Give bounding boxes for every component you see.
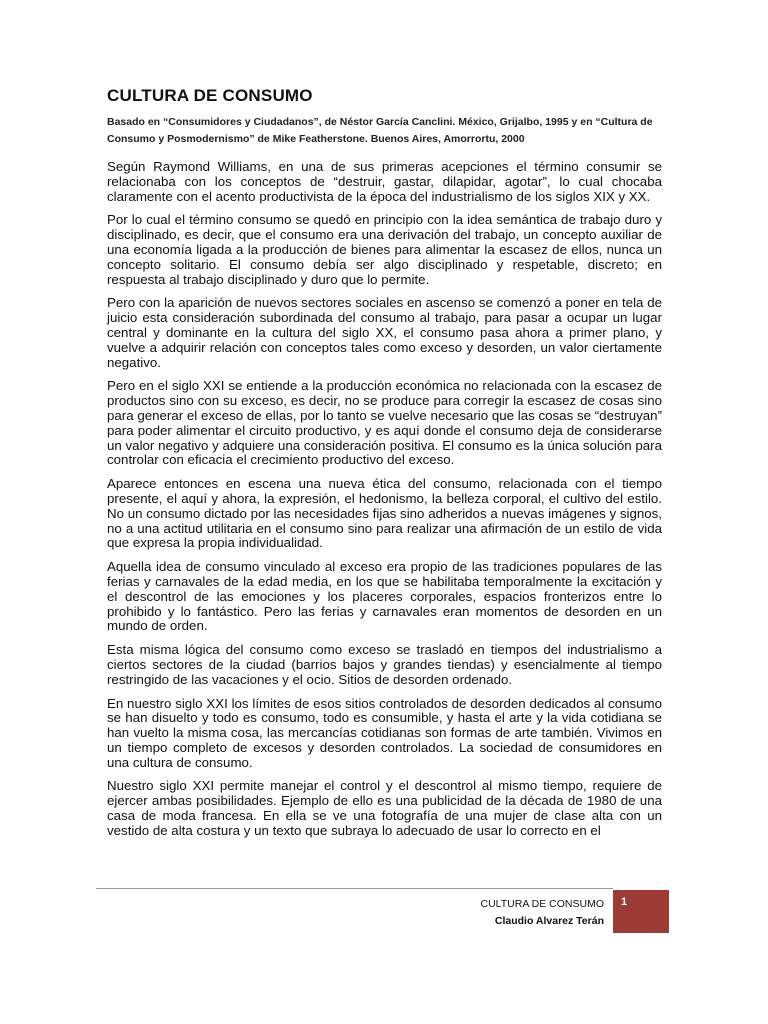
footer-text	[481, 896, 604, 930]
footer-author: Claudio Alvarez Terán	[494, 915, 604, 927]
page-number-box	[613, 890, 669, 933]
paragraph-4: Pero en el siglo XXI se entiende a la producción económica no relacionada con la escasez de productos sino con su exceso, es decir, no se produce para corregir la escasez de cosas sino para generar el exceso de ellas, por lo tanto se vuelve necesario que las cosas se “destruyan” para poder alimentar el circuito productivo, y es aquí donde el consumo deja de considerarse un valor negativo y adquiere una consideración positiva. El consumo es la única solución para controlar con eficacia el crecimiento productivo del exceso.	[107, 378, 662, 468]
paragraph-9: Nuestro siglo XXI permite manejar el control y el descontrol al mismo tiempo, requiere de ejercer ambas posibilidades. Ejemplo de ello es una publicidad de la década de 1980 de una casa de moda francesa. En ella se ve una fotografía de una mujer de clase alta con un vestido de alta costura y un texto que subraya lo adecuado de usar lo correcto en el	[107, 778, 662, 838]
paragraph-2: Por lo cual el término consumo se quedó en principio con la idea semántica de trabajo duro y disciplinado, es decir, que el consumo era una derivación del trabajo, un concepto auxiliar de una economía ligada a la producción de bienes para alimentar la escasez de ellos, nunca un concepto solitario. El consumo debía ser algo disciplinado y respetable, discreto; en respuesta al trabajo disciplinado y duro que lo permite.	[107, 212, 662, 287]
paragraph-1: Según Raymond Williams, en una de sus primeras acepciones el término consumir se relacionaba con los conceptos de “destruir, gastar, dilapidar, agotar”, lo cual chocaba claramente con el acento productivista de la época del industrialismo de los siglos XIX y XX.	[107, 159, 662, 204]
footer-divider	[96, 888, 613, 889]
document-subtitle: Basado en “Consumidores y Ciudadanos”, de Néstor García Canclini. México, Grijalbo, 1995 y en “Cultura de Consumo y Posmodernismo” de Mike Featherstone. Buenos Aires, Amorrortu, 2000	[107, 116, 653, 145]
paragraph-7: Esta misma lógica del consumo como exceso se trasladó en tiempos del industrialismo a ciertos sectores de la ciudad (barrios bajos y grandes tiendas) y esencialmente al tiempo restringido de las vacaciones y el ocio. Sitios de desorden ordenado.	[107, 642, 662, 687]
paragraph-8: En nuestro siglo XXI los límites de esos sitios controlados de desorden dedicados al consumo se han disuelto y todo es consumo, todo es consumible, y hasta el arte y la vida cotidiana se han vuelto la misma cosa, las mercancías cotidianas son formas de arte también. Vivimos en un tiempo completo de excesos y desorden controlados. La sociedad de consumidores en una cultura de consumo.	[107, 695, 662, 770]
paragraph-6: Aquella idea de consumo vinculado al exceso era propio de las tradiciones populares de las ferias y carnavales de la edad media, en los que se habilitaba temporalmente la excitación y el descontrol de las emociones y los placeres corporales, espacios fronterizos entre lo prohibido y lo fantástico. Pero las ferias y carnavales eran momentos de desorden en un mundo de orden.	[107, 559, 662, 634]
paragraph-5: Aparece entonces en escena una nueva ética del consumo, relacionada con el tiempo presente, el aquí y ahora, la expresión, el hedonismo, la belleza corporal, el cultivo del estilo. No un consumo dictado por las necesidades fijas sino adheridos a nuevas imágenes y signos, no a una actitud utilitaria en el consumo sino para realizar una afirmación de un estilo de vida que expresa la propia individualidad.	[107, 476, 662, 551]
page-number: 1	[621, 896, 628, 908]
footer-title: CULTURA DE CONSUMO	[480, 898, 604, 910]
document-title: CULTURA DE CONSUMO	[107, 86, 313, 105]
document-body	[107, 86, 662, 848]
paragraph-3: Pero con la aparición de nuevos sectores sociales en ascenso se comenzó a poner en tela de juicio esta consideración subordinada del consumo al trabajo, para pasar a ocupar un lugar central y dominante en la cultura del siglo XX, el consumo pasa ahora a primer plano, y vuelve a adquirir relación con conceptos tales como exceso y desorden, un valor ciertamente negativo.	[107, 295, 662, 370]
